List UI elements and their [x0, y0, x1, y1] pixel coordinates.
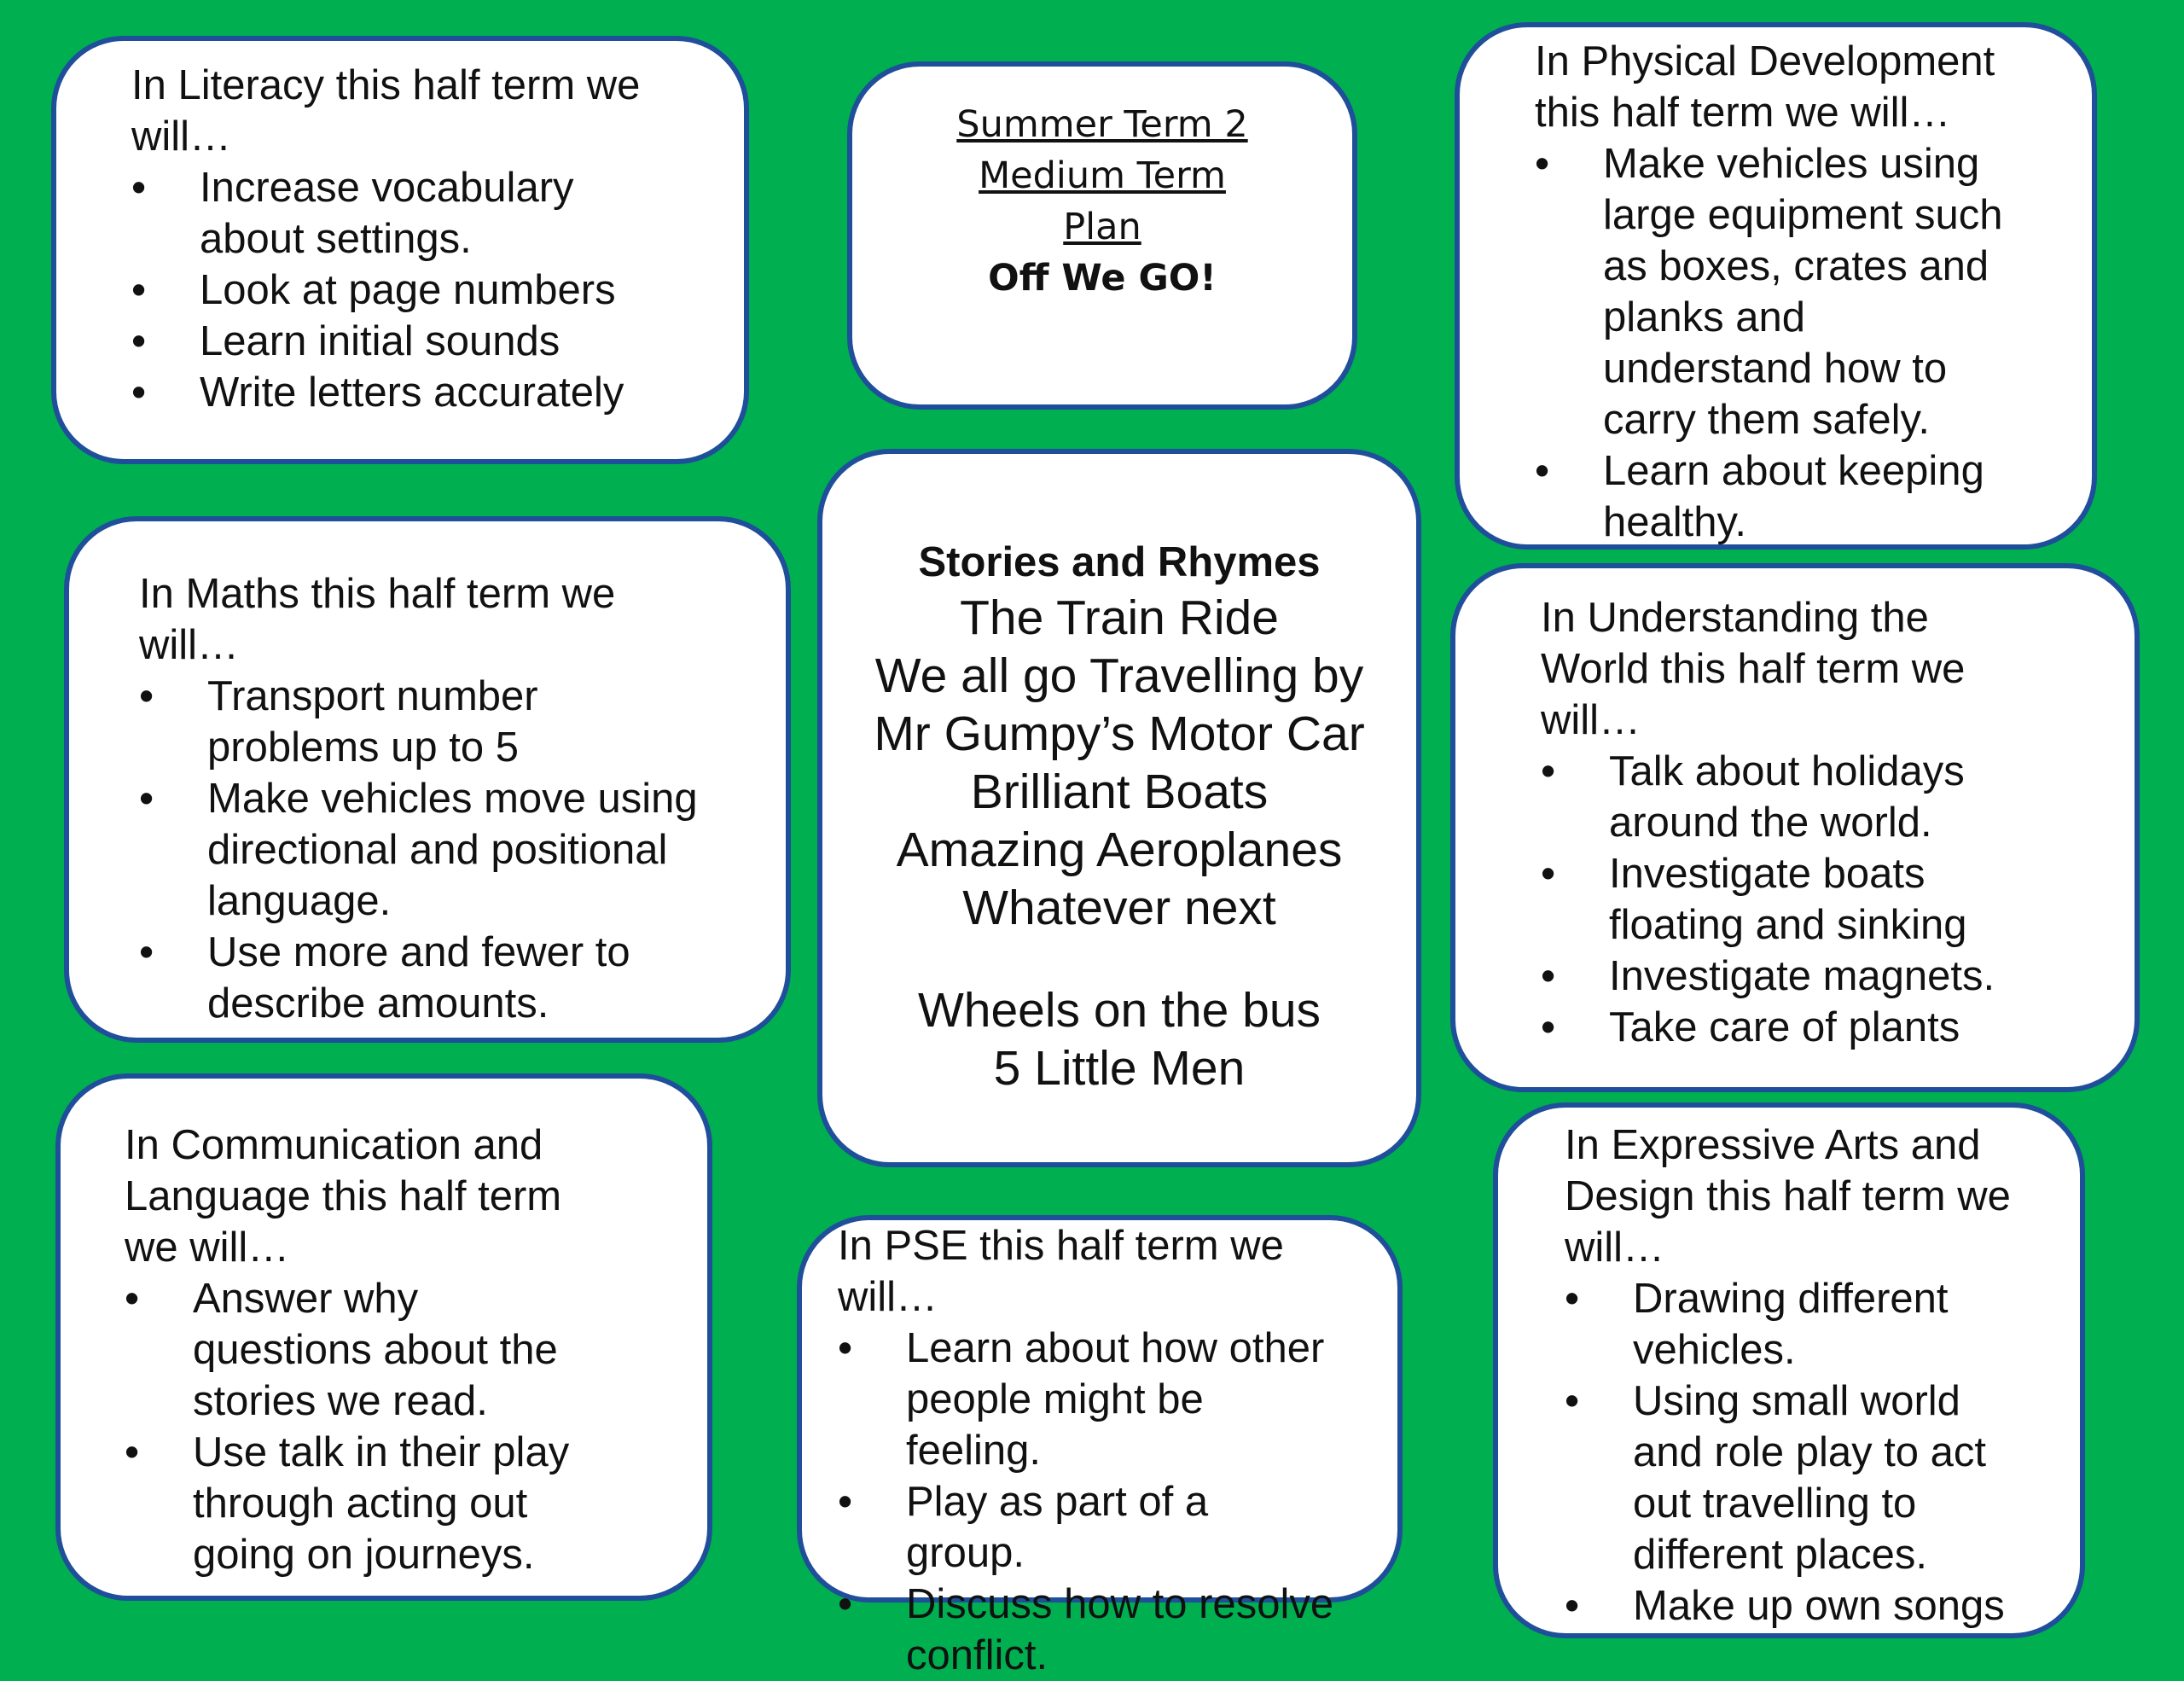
maths-list [139, 671, 736, 1029]
list-item: • Use talk in their play through acting out going on journeys. [125, 1427, 594, 1580]
list-item: • Using small world and role play to act out travelling to different places. [1565, 1376, 2025, 1580]
story-title: Mr Gumpy’s Motor Car [874, 707, 1365, 761]
list-item: • Increase vocabulary about settings. [131, 162, 575, 265]
list-item: • Take care of plants [1541, 1002, 2087, 1053]
communication-list [125, 1273, 568, 1580]
list-item: • Discuss how to resolve conflict. [838, 1579, 1367, 1681]
list-item: • Learn about how other people might be feeling. [838, 1323, 1333, 1476]
understanding-intro: In Understanding the World this half term we will… [1541, 595, 1966, 743]
spacer [831, 937, 1408, 981]
term-title-line1: Summer Term 2 [956, 103, 1248, 146]
story-title: We all go Travelling by [874, 649, 1364, 703]
story-title: Whatever next [962, 881, 1276, 935]
term-subtitle: Off We GO! [988, 257, 1217, 300]
list-item: • Make up own songs [1565, 1580, 2025, 1632]
maths-card [64, 516, 791, 1043]
list-item: • Investigate magnets. [1541, 951, 2087, 1002]
rhyme-title: Wheels on the bus [917, 983, 1321, 1038]
term-title-line3: Plan [1063, 206, 1141, 248]
literacy-list [131, 162, 624, 418]
expressive-list [1565, 1273, 2025, 1632]
stories-rhymes-heading: Stories and Rhymes [918, 539, 1321, 585]
pse-card [797, 1215, 1403, 1678]
stories-rhymes-card [817, 449, 1421, 1167]
list-item: • Use more and fewer to describe amounts. [139, 927, 685, 1029]
maths-intro: In Maths this half term we will… [139, 571, 616, 668]
list-item: • Make vehicles move using directional and positional language. [139, 773, 736, 927]
physical-card [1455, 22, 2097, 550]
pse-list [838, 1323, 1333, 1681]
pse-intro: In PSE this half term we will… [838, 1223, 1284, 1320]
list-item: • Learn about keeping healthy. [1535, 445, 2013, 548]
understanding-card [1450, 563, 2140, 1092]
term-title-card [847, 61, 1357, 410]
rhyme-title: 5 Little Men [993, 1041, 1246, 1096]
expressive-card [1493, 1102, 2085, 1638]
list-item: • Talk about holidays around the world. [1541, 746, 2018, 848]
list-item: • Answer why questions about the stories we read. [125, 1273, 594, 1427]
understanding-list [1541, 746, 2053, 1053]
list-item: • Play as part of a group. [838, 1476, 1333, 1579]
list-item: • Drawing different vehicles. [1565, 1273, 2025, 1376]
physical-list [1535, 138, 2013, 548]
story-title: Amazing Aeroplanes [896, 823, 1343, 877]
communication-card [55, 1073, 712, 1601]
list-item: • Write letters accurately [131, 367, 712, 418]
physical-intro: In Physical Development this half term we will… [1535, 38, 1995, 136]
list-item: • Make vehicles using large equipment such as boxes, crates and planks and understand how to carry them safely. [1535, 138, 2013, 445]
list-item: • Look at page numbers [131, 265, 712, 316]
expressive-intro: In Expressive Arts and Design this half term we will… [1565, 1122, 2011, 1271]
list-item: • Investigate boats floating and sinking [1541, 848, 2018, 951]
list-item: • Learn initial sounds [131, 316, 712, 367]
list-item: • Transport number problems up to 5 [139, 671, 634, 773]
term-title-line2: Medium Term [979, 154, 1226, 197]
story-title: Brilliant Boats [970, 765, 1269, 819]
communication-intro: In Communication and Language this half term we will… [125, 1122, 562, 1271]
story-title: The Train Ride [960, 590, 1279, 645]
literacy-intro: In Literacy this half term we will… [131, 62, 641, 160]
literacy-card [51, 36, 749, 464]
